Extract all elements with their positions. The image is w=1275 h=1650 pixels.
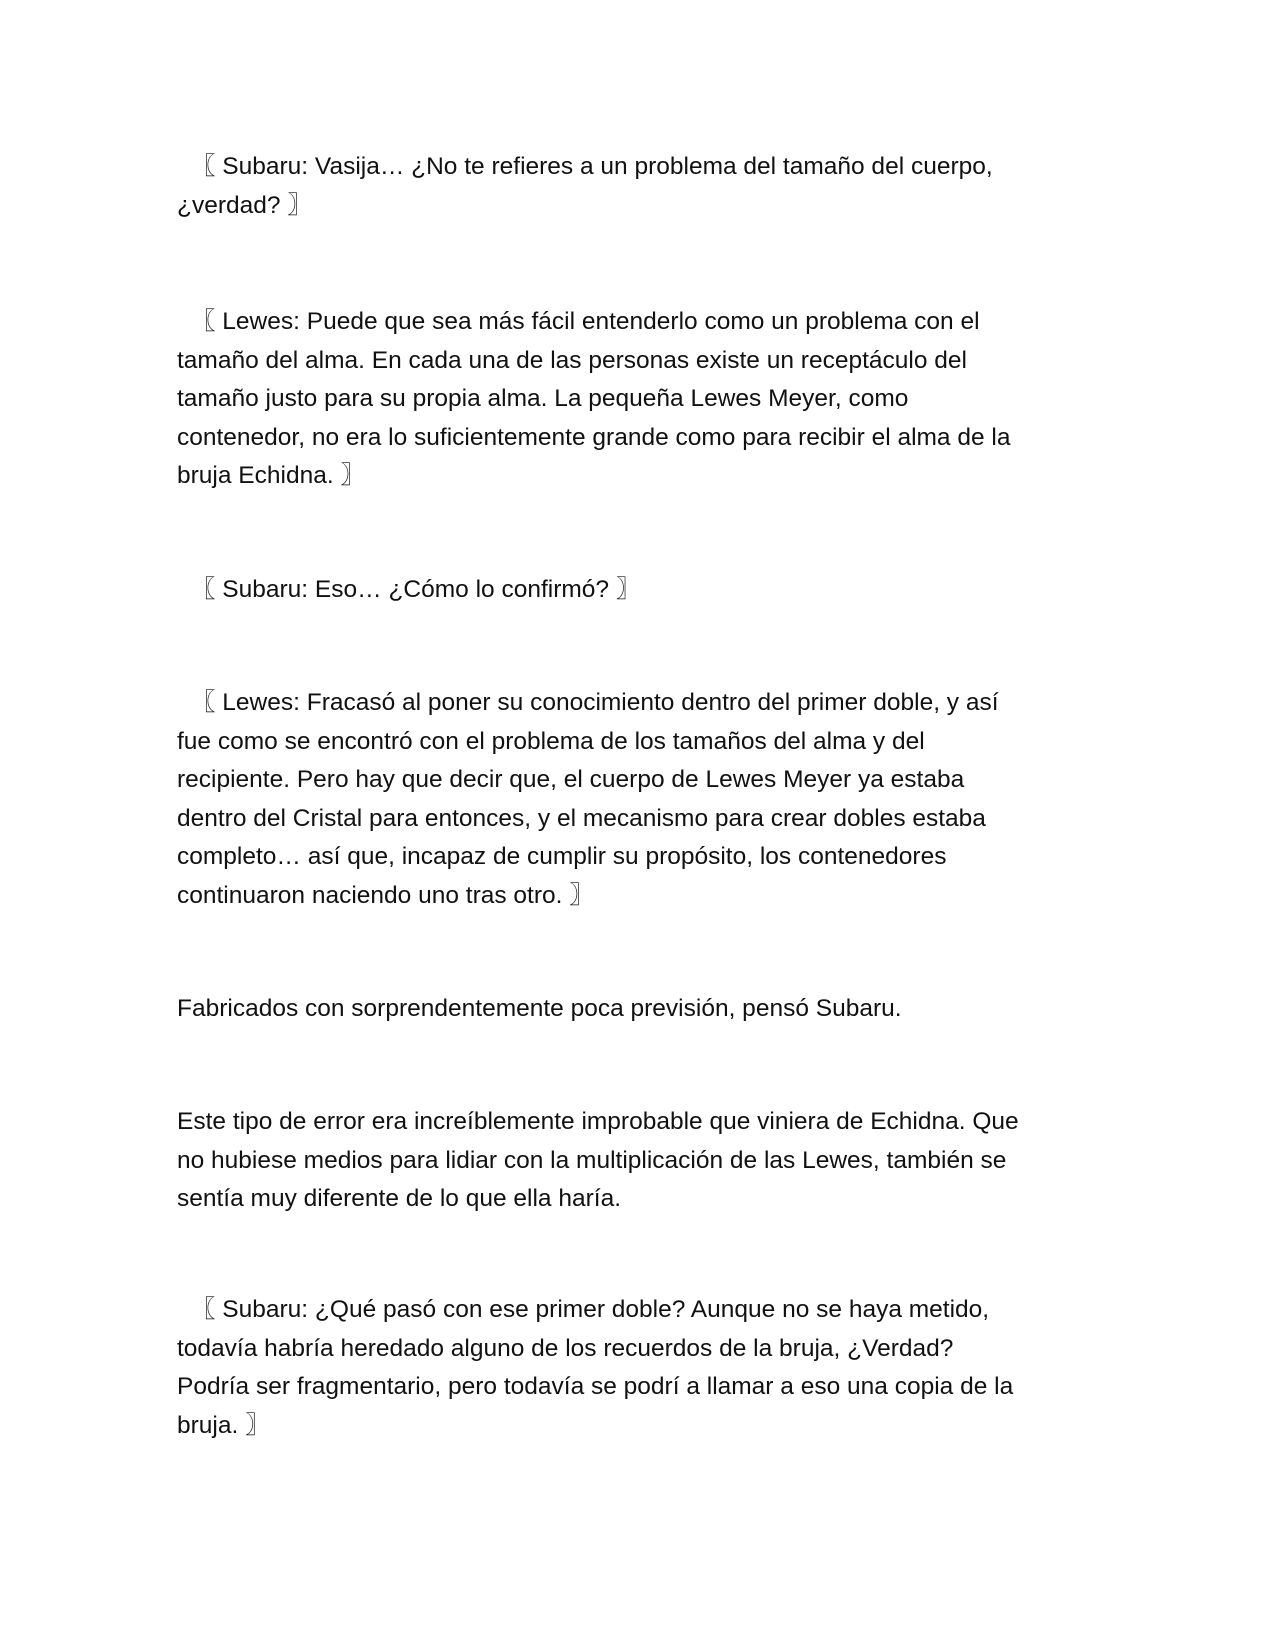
text-line: ¿verdad? 〗 [177,191,312,219]
text-line: 〖 Lewes: Puede que sea más fácil entenderlo como un problema con el [191,308,980,335]
text-line: 〖 Subaru: Eso… ¿Cómo lo confirmó? 〗 [191,576,641,603]
text-line: Fabricados con sorprendentemente poca previsión, pensó Subaru. [177,995,902,1022]
text-line: continuaron naciendo uno tras otro. 〗 [177,881,594,909]
text-line: Podría ser fragmentario, pero todavía se podrí a llamar a eso una copia de la [177,1373,1014,1400]
text-line: fue como se encontró con el problema de los tamaños del alma y del [177,727,925,755]
text-line: Este tipo de error era increíblemente improbable que viniera de Echidna. Que [177,1108,1019,1135]
text-line: recipiente. Pero hay que decir que, el cuerpo de Lewes Meyer ya estaba [177,766,965,793]
dialogue-paragraph-lewes-2 [177,684,999,915]
dialogue-paragraph-subaru-1 [177,148,993,225]
text-line: tamaño justo para su propia alma. La pequeña Lewes Meyer, como [177,385,909,412]
narration-paragraph-1 [177,990,902,1029]
text-line: 〖 Lewes: Fracasó al poner su conocimiento dentro del primer doble, y así [191,689,999,716]
text-line: 〖 Subaru: Vasija… ¿No te refieres a un problema del tamaño del cuerpo, [191,153,993,180]
text-line: dentro del Cristal para entonces, y el mecanismo para crear dobles estaba [177,804,986,832]
text-line: bruja Echidna. 〗 [177,462,365,489]
text-line: tamaño del alma. En cada una de las personas existe un receptáculo del [177,346,967,374]
dialogue-paragraph-lewes-1 [177,303,1011,496]
text-line: sentía muy diferente de lo que ella haría. [177,1185,622,1212]
text-line: contenedor, no era lo suficientemente grande como para recibir el alma de la [177,423,1011,451]
text-line: bruja. 〗 [177,1411,270,1439]
text-line: no hubiese medios para lidiar con la multiplicación de las Lewes, también se [177,1146,1007,1174]
dialogue-paragraph-subaru-3 [177,1291,1013,1445]
narration-paragraph-2 [177,1103,1019,1219]
text-line: todavía habría heredado alguno de los recuerdos de la bruja, ¿Verdad? [177,1334,954,1362]
text-line: completo… así que, incapaz de cumplir su propósito, los contenedores [177,843,947,870]
dialogue-paragraph-subaru-2 [177,571,640,610]
text-line: 〖 Subaru: ¿Qué pasó con ese primer doble? Aunque no se haya metido, [191,1296,990,1323]
